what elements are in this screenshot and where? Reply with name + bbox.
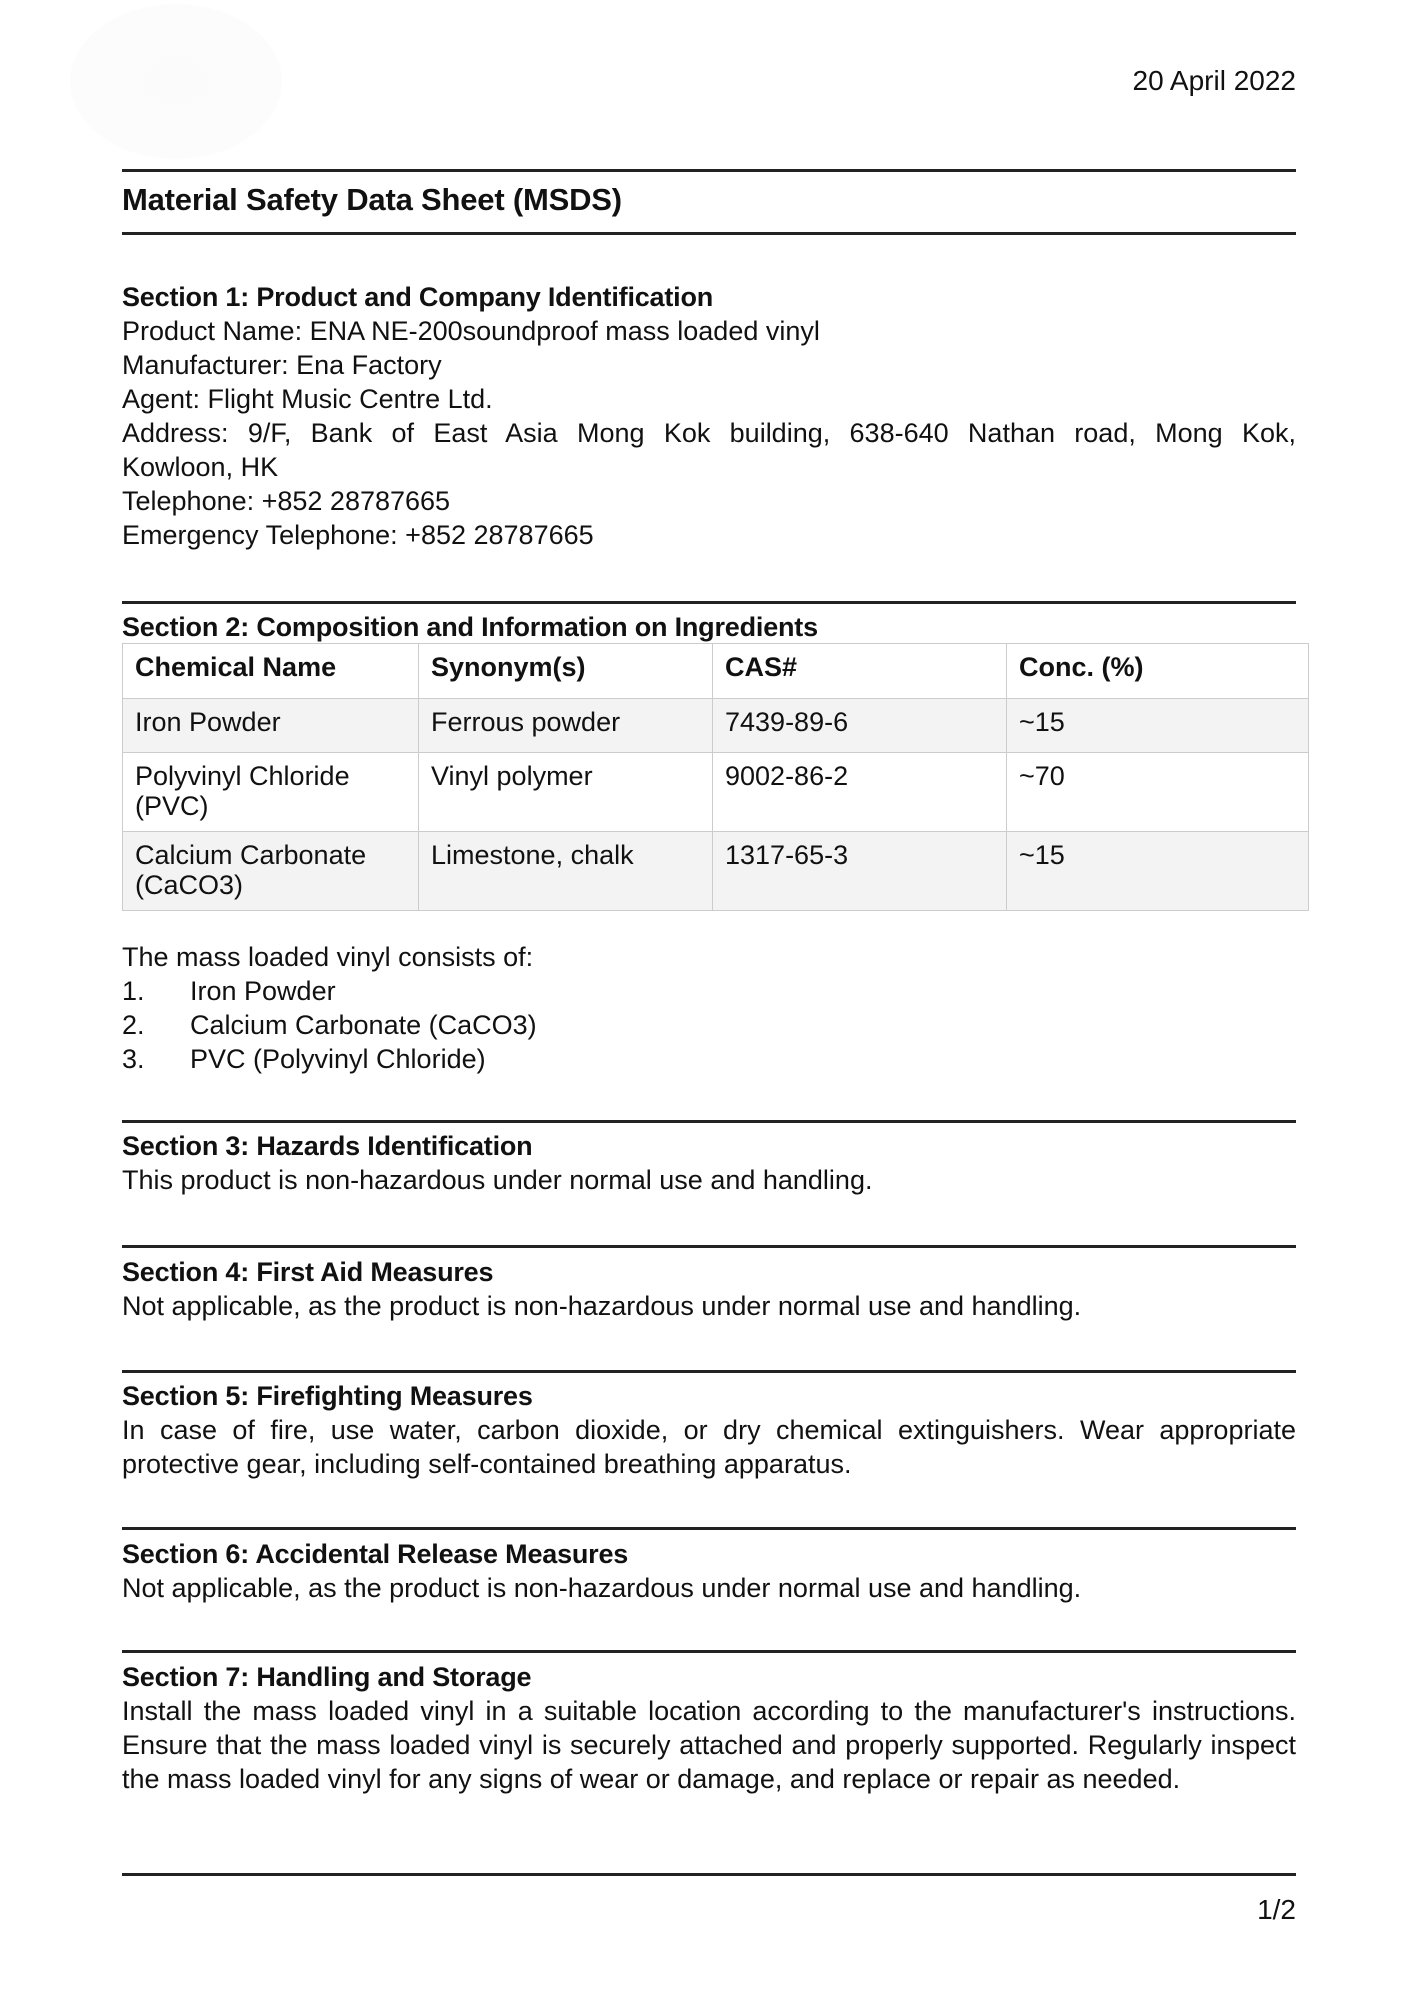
section-2-rule [122,601,1296,604]
column-header-cas: CAS# [713,644,1007,699]
section-3-heading: Section 3: Hazards Identification [122,1131,533,1161]
list-item [122,974,1296,1008]
section-3 [122,1129,1296,1197]
table-row [123,753,1309,832]
document-title: Material Safety Data Sheet (MSDS) [122,182,622,217]
section-7-rule [122,1650,1296,1653]
section-4-text: Not applicable, as the product is non-hazardous under normal use and handling. [122,1291,1082,1321]
composition-list-block [122,940,1296,1076]
cell-cas: 9002-86-2 [713,753,1007,832]
list-item-number: 3. [122,1044,145,1074]
section-5-heading: Section 5: Firefighting Measures [122,1381,533,1411]
column-header-concentration: Conc. (%) [1007,644,1309,699]
section-3-text: This product is non-hazardous under normal use and handling. [122,1165,873,1195]
section-5 [122,1379,1296,1481]
table-header-row [123,644,1309,699]
cell-synonyms: Limestone, chalk [419,832,713,911]
list-item-text: Calcium Carbonate (CaCO3) [190,1010,537,1040]
list-item-number: 1. [122,976,145,1006]
list-item-text: Iron Powder [190,976,336,1006]
section-5-rule [122,1370,1296,1373]
cell-cas: 1317-65-3 [713,832,1007,911]
manufacturer: Manufacturer: Ena Factory [122,350,442,380]
table-row [123,699,1309,753]
cell-chemical-name: Polyvinyl Chloride (PVC) [123,753,419,832]
cell-synonyms: Ferrous powder [419,699,713,753]
cell-synonyms: Vinyl polymer [419,753,713,832]
section-4-heading: Section 4: First Aid Measures [122,1257,494,1287]
section-4 [122,1255,1296,1323]
title-bottom-rule [122,232,1296,235]
section-6-rule [122,1527,1296,1530]
list-item [122,1008,1296,1042]
section-7-heading: Section 7: Handling and Storage [122,1662,532,1692]
column-header-chemical-name: Chemical Name [123,644,419,699]
list-item-text: PVC (Polyvinyl Chloride) [190,1044,486,1074]
telephone: Telephone: +852 28787665 [122,486,451,516]
cell-chemical-name: Iron Powder [123,699,419,753]
section-7 [122,1660,1296,1796]
cell-chemical-name: Calcium Carbonate (CaCO3) [123,832,419,911]
composition-table [122,643,1309,911]
agent: Agent: Flight Music Centre Ltd. [122,384,493,414]
title-top-rule [122,169,1296,172]
company-logo-watermark [70,4,282,159]
section-2-heading: Section 2: Composition and Information on Ingredients [122,612,818,642]
composition-intro: The mass loaded vinyl consists of: [122,942,534,972]
table-row [123,832,1309,911]
address-line-1: Address: 9/F, Bank of East Asia Mong Kok building, 638-640 Nathan road, Mong Kok, [122,418,1296,448]
address-line-2: Kowloon, HK [122,452,279,482]
product-name: Product Name: ENA NE-200soundproof mass loaded vinyl [122,316,820,346]
cell-concentration: ~70 [1007,753,1309,832]
cell-concentration: ~15 [1007,699,1309,753]
section-7-text: Install the mass loaded vinyl in a suitable location according to the manufacturer's instructions. Ensure that the mass loaded vinyl is securely attached and properly supported. Regularly inspect the mass loaded vinyl for any signs of wear or damage, and replace or repair as needed. [122,1696,1296,1794]
column-header-synonyms: Synonym(s) [419,644,713,699]
section-1-heading: Section 1: Product and Company Identification [122,282,714,312]
cell-cas: 7439-89-6 [713,699,1007,753]
section-1 [122,280,1296,552]
section-6 [122,1537,1296,1605]
section-4-rule [122,1245,1296,1248]
section-5-text: In case of fire, use water, carbon dioxide, or dry chemical extinguishers. Wear appropriate protective gear, including self-contained breathing apparatus. [122,1415,1296,1479]
document-date: 20 April 2022 [1132,65,1296,96]
cell-concentration: ~15 [1007,832,1309,911]
footer-rule [122,1873,1296,1876]
section-2 [122,610,1296,644]
section-6-text: Not applicable, as the product is non-hazardous under normal use and handling. [122,1573,1082,1603]
page-number: 1/2 [1257,1894,1296,1925]
list-item [122,1042,1296,1076]
emergency-telephone: Emergency Telephone: +852 28787665 [122,520,594,550]
section-6-heading: Section 6: Accidental Release Measures [122,1539,629,1569]
section-3-rule [122,1120,1296,1123]
list-item-number: 2. [122,1010,145,1040]
